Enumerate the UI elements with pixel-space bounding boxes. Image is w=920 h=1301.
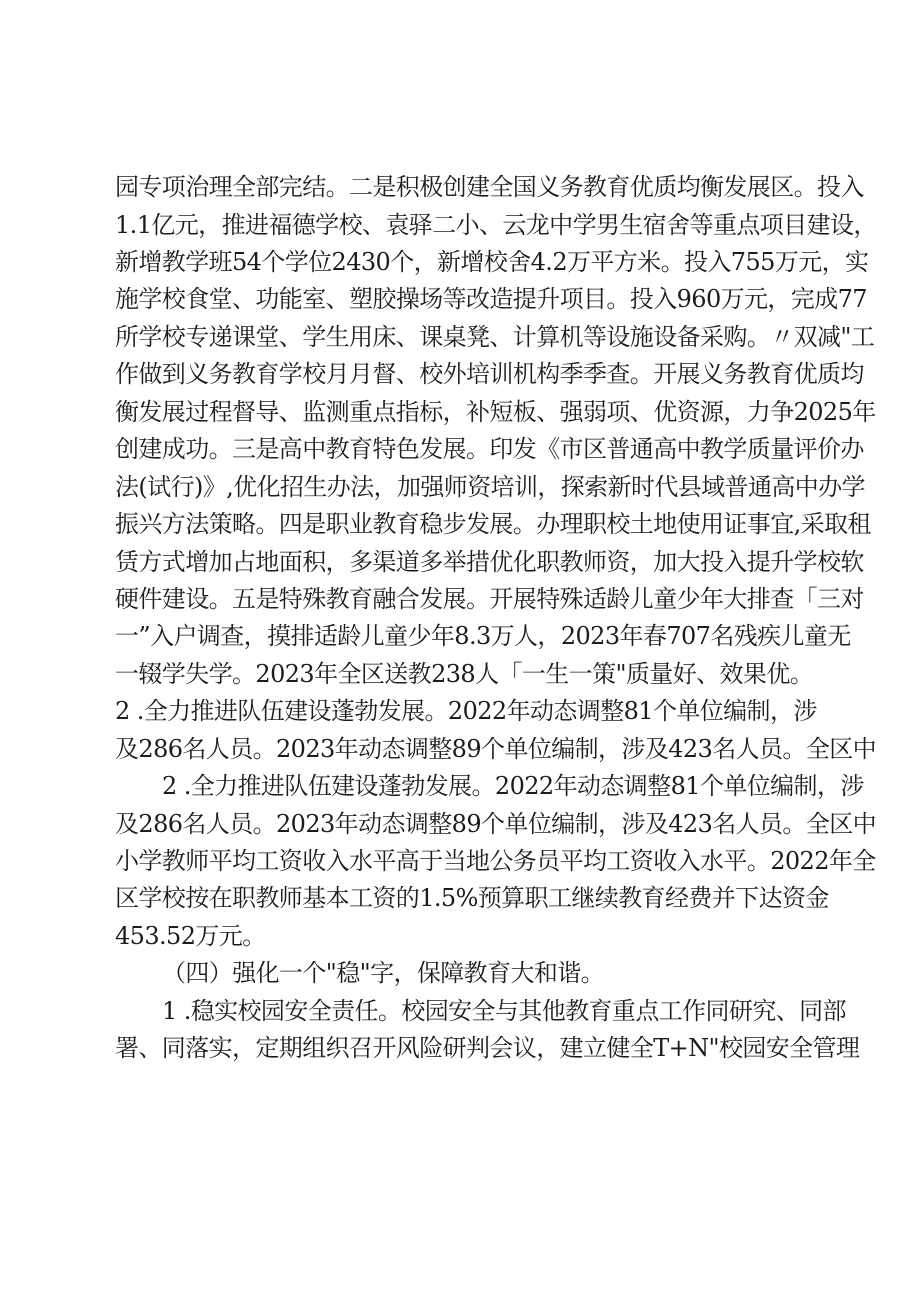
text-line: 及286名人员。2023年动态调整89个单位编制，涉及423名人员。全区中 bbox=[115, 735, 877, 763]
text-line: 一”入户调查，摸排适龄儿童少年8.3万人，2023年春707名残疾儿童无 bbox=[115, 622, 851, 650]
text-line: 施学校食堂、功能室、塑胶操场等改造提升项目。投入960万元，完成77 bbox=[115, 285, 867, 313]
text-line: 区学校按在职教师基本工资的1.5%预算职工继续教育经费并下达资金 bbox=[115, 884, 829, 912]
text-line: 衡发展过程督导、监测重点指标，补短板、强弱项、优资源，力争2025年 bbox=[115, 398, 876, 426]
text-line: 振兴方法策略。四是职业教育稳步发展。办理职校土地使用证事宜,采取租 bbox=[115, 510, 871, 538]
text-line: 新增教学班54个学位2430个，新增校舍4.2万平方米。投入755万元，实 bbox=[115, 248, 869, 276]
paragraph-start-line: 2 .全力推进队伍建设蓬勃发展。2022年动态调整81个单位编制，涉 bbox=[162, 772, 864, 800]
text-line: 及286名人员。2023年动态调整89个单位编制，涉及423名人员。全区中 bbox=[115, 810, 877, 838]
text-line: 硬件建设。五是特殊教育融合发展。开展特殊适龄儿童少年大排查「三对 bbox=[115, 585, 864, 613]
section-heading: （四）强化一个"稳"字，保障教育大和谐。 bbox=[162, 959, 605, 987]
text-line: 赁方式增加占地面积，多渠道多举措优化职教师资，加大投入提升学校软 bbox=[115, 548, 864, 576]
text-line: 453.52万元。 bbox=[115, 922, 266, 950]
text-line: 法(试行)》,优化招生办法，加强师资培训，探索新时代县域普通高中办学 bbox=[115, 473, 865, 501]
text-line: 园专项治理全部完结。二是积极创建全国义务教育优质均衡发展区。投入 bbox=[115, 173, 864, 201]
text-line: 小学教师平均工资收入水平高于当地公务员平均工资收入水平。2022年全 bbox=[115, 847, 876, 875]
paragraph-start-line: 1 .稳实校园安全责任。校园安全与其他教育重点工作同研究、同部 bbox=[162, 997, 846, 1025]
text-line: 署、同落实，定期组织召开风险研判会议，建立健全T+N"校园安全管理 bbox=[115, 1034, 860, 1062]
text-line: 1.1亿元，推进福德学校、袁驿二小、云龙中学男生宿舍等重点项目建设， bbox=[115, 211, 877, 239]
text-line: 2 .全力推进队伍建设蓬勃发展。2022年动态调整81个单位编制，涉 bbox=[115, 697, 817, 725]
text-line: 创建成功。三是高中教育特色发展。印发《市区普通高中教学质量评价办 bbox=[115, 435, 864, 463]
text-line: 作做到义务教育学校月月督、校外培训机构季季查。开展义务教育优质均 bbox=[115, 360, 864, 388]
text-line: 一辍学失学。2023年全区送教238人「一生一策"质量好、效果优。 bbox=[115, 660, 814, 688]
text-line: 所学校专递课堂、学生用床、课桌凳、计算机等设施设备采购。〃双减"工 bbox=[115, 323, 875, 351]
